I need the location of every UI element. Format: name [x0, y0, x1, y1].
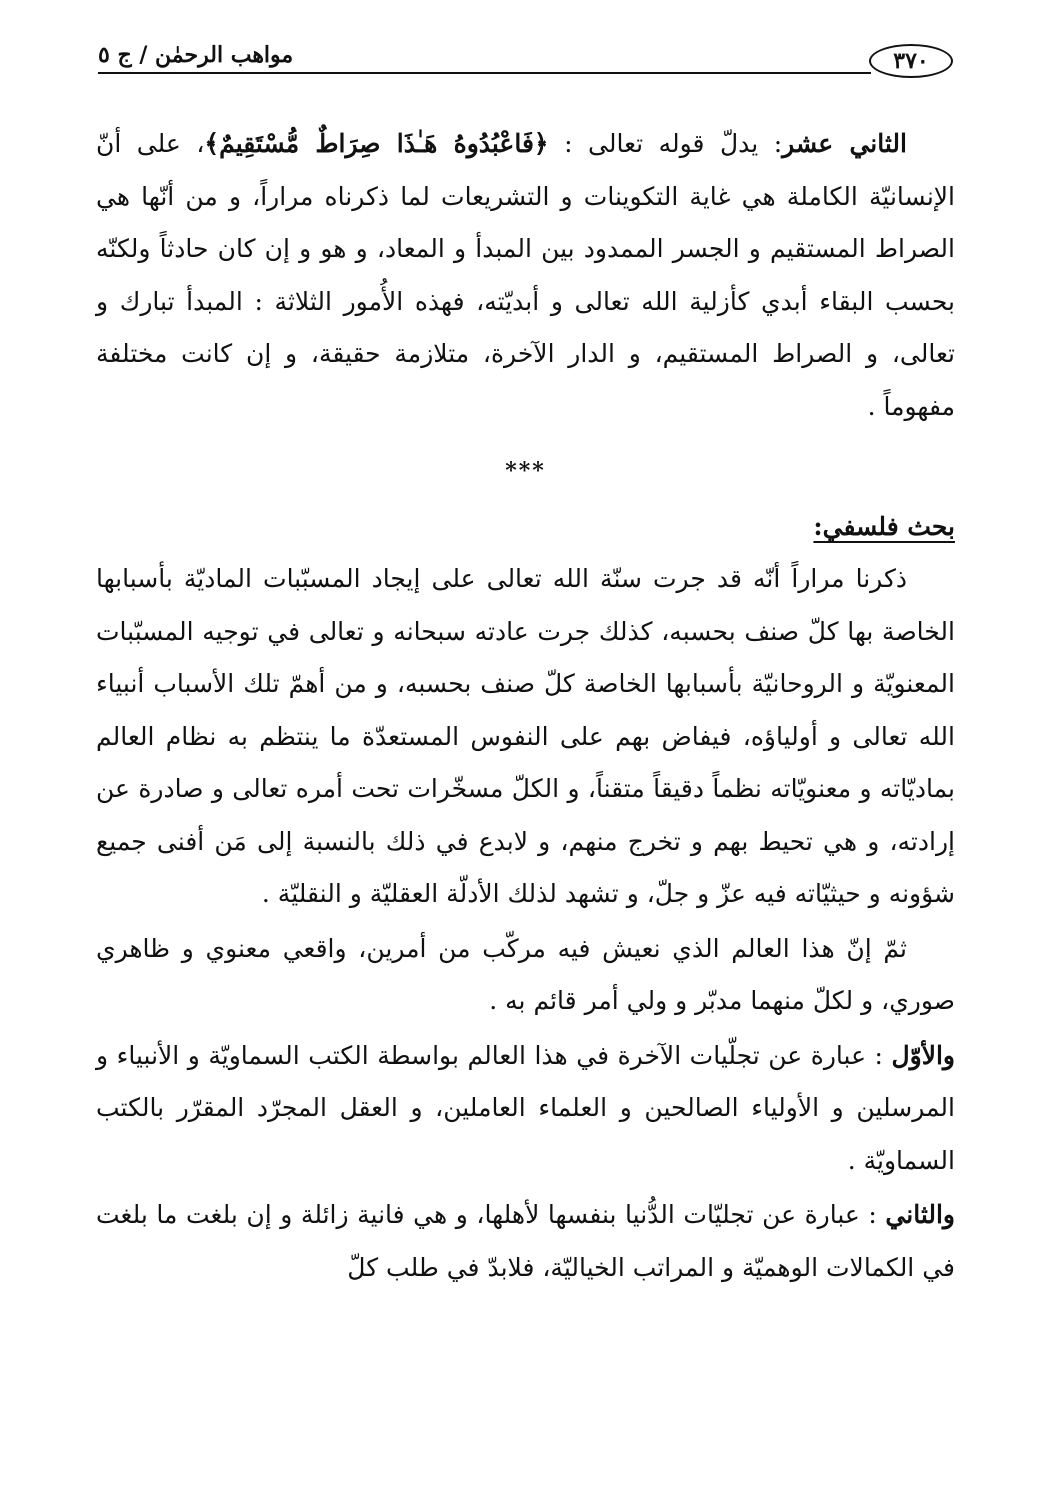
paragraph-first	[96, 1030, 955, 1188]
section-separator: ***	[505, 458, 546, 484]
paragraph-text: : يدلّ قوله تعالى :	[548, 129, 783, 158]
paragraph-world-composition: ثمّ إنّ هذا العالم الذي نعيش فيه مركّب من أمرين، واقعي معنوي و ظاهري صوري، و لكلّ منهما مدبّر و ولي أمر قائم به .	[96, 933, 955, 1015]
running-title: مواهب الرحمٰن / ج ٥	[98, 42, 294, 68]
paragraph-second	[96, 1189, 955, 1294]
paragraph-philosophical: ذكرنا مراراً أنّه قد جرت سنّة الله تعالى على إيجاد المسبّبات الماديّة بأسبابها الخاصة بها كلّ صنف بحسبه، كذلك جرت عادته سبحانه و تعالى في توجيه المسبّبات المعنويّة و الروحانيّة بأسبابها الخاصة كلّ صنف بحسبه، و من أهمّ تلك الأسباب أنبياء الله تعالى و أولياؤه، فيفاض بهم على النفوس المستعدّة ما ينتظم به نظام العالم بماديّاته و معنويّاته نظماً دقيقاً متقناً، و الكلّ مسخّرات تحت أمره تعالى و صادرة عن إرادته، و هي تحيط بهم و تخرج منهم، و لابدع في ذلك بالنسبة إلى مَن أفنى جميع شؤونه و حيثيّاته فيه عزّ و جلّ، و تشهد لذلك الأدلّة العقليّة و النقليّة .	[96, 564, 955, 908]
paragraph-text: : عبارة عن تجليّات الدُّنيا بنفسها لأهلها، و هي فانية زائلة و إن بلغت ما بلغت في الكمالات الوهميّة و المراتب الخياليّة، فلابدّ في طلب كلّ	[96, 1200, 955, 1282]
quran-verse: ﴿فَاعْبُدُوهُ هَـٰذَا صِرَاطٌ مُّسْتَقِيمٌ﴾	[204, 129, 549, 158]
header-rule	[98, 72, 871, 74]
point-heading: والثاني	[885, 1200, 955, 1229]
section-heading: بحث فلسفي:	[813, 512, 955, 541]
paragraph-twelfth-point	[96, 118, 955, 433]
point-heading: والأوّل	[891, 1040, 955, 1070]
page-header	[98, 38, 953, 86]
point-heading: الثاني عشر	[782, 129, 907, 158]
page-content	[96, 118, 955, 1294]
paragraph-text: ، على أنّ الإنسانيّة الكاملة هي غاية التكوينات و التشريعات لما ذكرناه مراراً، و من أنّها هي الصراط المستقيم و الجسر الممدود بين المبدأ و المعاد، و هو و إن كان حادثاً ولكنّه بحسب البقاء أبدي كأزلية الله تعالى و أبديّته، فهذه الأُمور الثلاثة : المبدأ تبارك و تعالى، و الصراط المستقيم، و الدار الآخرة، متلازمة حقيقة، و إن كانت مختلفة مفهوماً .	[96, 129, 955, 421]
paragraph-text: : عبارة عن تجلّيات الآخرة في هذا العالم بواسطة الكتب السماويّة و الأنبياء و المرسلين و الأولياء الصالحين و العلماء العاملين، و العقل المجرّد المقرّر بالكتب السماويّة .	[96, 1040, 955, 1175]
page-number: ٣٧٠	[869, 44, 953, 78]
